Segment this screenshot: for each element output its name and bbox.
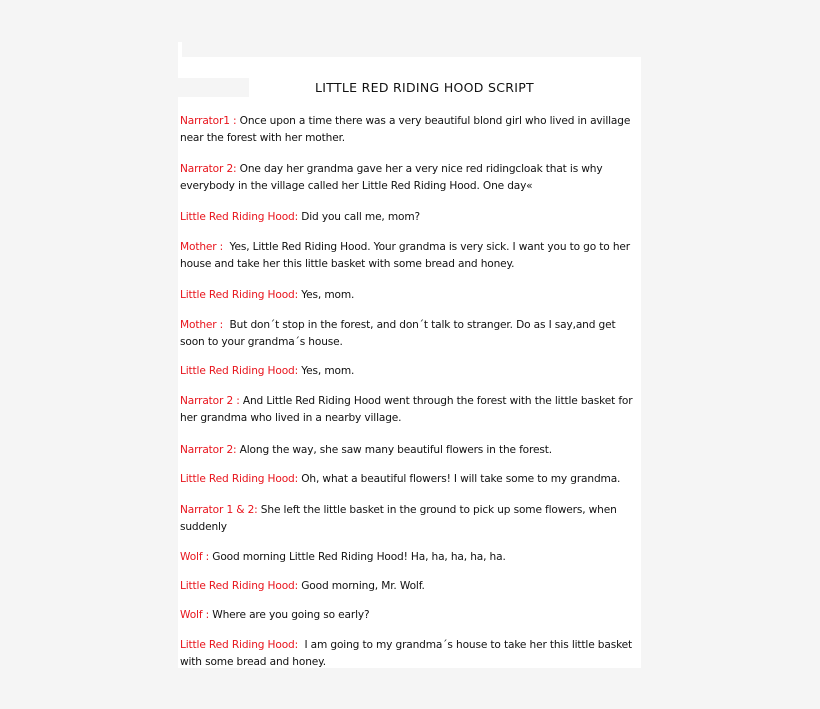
speaker-name: Narrator 1 & 2: [180, 504, 258, 516]
script-line [180, 471, 638, 488]
script-line [180, 549, 638, 566]
dialogue-text: She left the little basket in the ground to pick up some flowers, when suddenly [180, 504, 620, 533]
page-notch [178, 42, 182, 57]
script-line [180, 607, 638, 624]
script-line [180, 287, 638, 304]
speaker-name: Narrator 2: [180, 444, 237, 456]
speaker-name: Wolf : [180, 609, 210, 621]
dialogue-text: But don´t stop in the forest, and don´t talk to stranger. Do as I say,and get soon to your grandma´s house. [180, 319, 619, 348]
speaker-name: Little Red Riding Hood: [180, 473, 299, 485]
dialogue-text: Oh, what a beautiful flowers! I will take some to my grandma. [298, 473, 621, 485]
script-line [180, 637, 638, 671]
script-page [178, 57, 641, 668]
dialogue-text: Good morning, Mr. Wolf. [298, 580, 425, 592]
dialogue-text: Yes, mom. [298, 289, 355, 301]
script-line [180, 239, 638, 273]
speaker-name: Little Red Riding Hood: [180, 211, 299, 223]
speaker-name: Little Red Riding Hood: [180, 580, 299, 592]
speaker-name: Mother : [180, 319, 224, 331]
speaker-name: Narrator 2: [180, 163, 237, 175]
page-title: LITTLE RED RIDING HOOD SCRIPT [315, 80, 534, 95]
speaker-name: Narrator 2 : [180, 395, 240, 407]
script-line [180, 161, 638, 195]
dialogue-text: Yes, Little Red Riding Hood. Your grandma is very sick. I want you to go to her house and take her this little basket with some bread and honey. [180, 241, 634, 270]
dialogue-text: I am going to my grandma´s house to take her this little basket with some bread and honey. [180, 639, 636, 668]
dialogue-text: Did you call me, mom? [298, 211, 421, 223]
script-line [180, 209, 638, 226]
speaker-name: Mother : [180, 241, 224, 253]
dialogue-text: One day her grandma gave her a very nice red ridingcloak that is why everybody in the village called her Little Red Riding Hood. One day« [180, 163, 606, 192]
speaker-name: Little Red Riding Hood: [180, 289, 299, 301]
script-line [180, 317, 638, 351]
dialogue-text: And Little Red Riding Hood went through the forest with the little basket for her grandma who lived in a nearby village. [180, 395, 636, 424]
speaker-name: Little Red Riding Hood: [180, 365, 299, 377]
dialogue-text: Good morning Little Red Riding Hood! Ha, ha, ha, ha, ha. [209, 551, 506, 563]
dialogue-text: Along the way, she saw many beautiful flowers in the forest. [236, 444, 552, 456]
script-line [180, 113, 638, 147]
dialogue-text: Once upon a time there was a very beautiful blond girl who lived in avillage near the forest with her mother. [180, 115, 634, 144]
script-line [180, 393, 638, 427]
dialogue-text: Where are you going so early? [209, 609, 370, 621]
script-line [180, 578, 638, 595]
speaker-name: Little Red Riding Hood: [180, 639, 299, 651]
script-line [180, 502, 638, 536]
script-line [180, 442, 638, 459]
speaker-name: Narrator1 : [180, 115, 237, 127]
page-notch-left [178, 78, 249, 97]
speaker-name: Wolf : [180, 551, 210, 563]
dialogue-text: Yes, mom. [298, 365, 355, 377]
script-line [180, 363, 638, 380]
